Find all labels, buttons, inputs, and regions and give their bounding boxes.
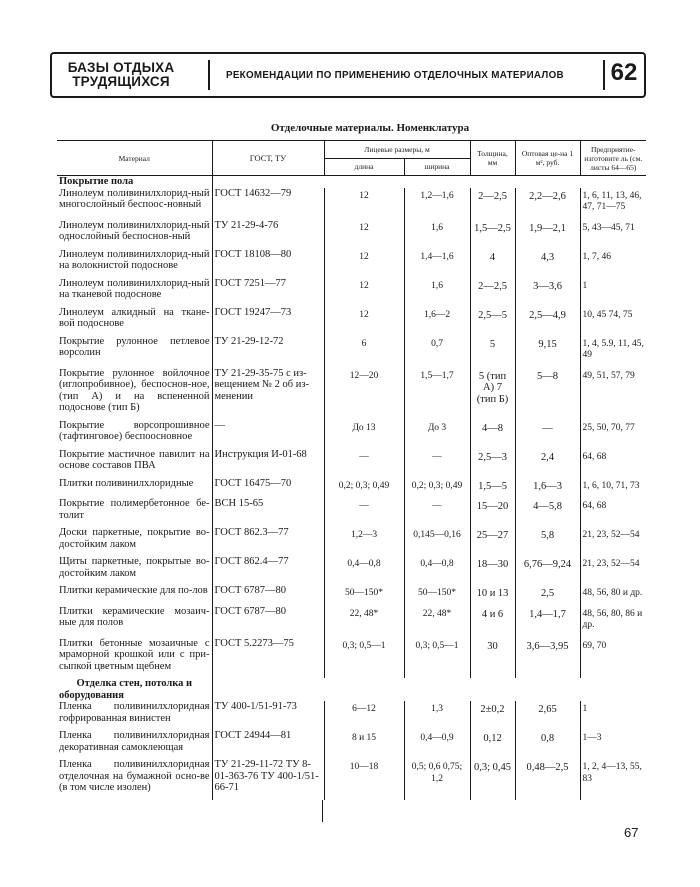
cell-thickness: 18—30 <box>470 556 515 585</box>
table-row <box>57 220 646 249</box>
cell-price: 0,48—2,5 <box>515 759 580 800</box>
cell-maker: 1, 4, 5.9, 11, 45, 49 <box>580 336 646 368</box>
section-name <box>62 61 180 89</box>
header-divider <box>208 60 210 90</box>
cell-material: Плитки керамические для по-лов <box>59 585 208 596</box>
cell-width: 1,5—1,7 <box>404 368 470 420</box>
cell-length: 0,2; 0,3; 0,49 <box>324 478 404 499</box>
cell-thickness: 4 <box>470 249 515 278</box>
cell-gost: ГОСТ 862.3—77 <box>212 527 324 556</box>
cell-length: 1,2—3 <box>324 527 404 556</box>
cell-width: 1,6 <box>404 278 470 307</box>
section-title-filler <box>212 176 646 188</box>
cell-gost: ТУ 21-29-35-75 с из-вещением № 2 об из-менении <box>212 368 324 420</box>
cell-maker: 48, 56, 80, 86 и др. <box>580 606 646 638</box>
cell-maker: 25, 50, 70, 77 <box>580 420 646 449</box>
column-continuation-mark <box>322 800 323 822</box>
cell-thickness: 2,5—5 <box>470 307 515 336</box>
cell-width: 1,6—2 <box>404 307 470 336</box>
table-row <box>57 638 646 679</box>
section-title: Отделка стен, потолка и оборудования <box>59 678 193 701</box>
cell-material: Пленка поливинилхлоридная гофрированная винистен <box>59 701 210 724</box>
cell-gost: ГОСТ 24944—81 <box>212 730 324 759</box>
table-row <box>57 449 646 478</box>
cell-maker: 1 <box>580 701 646 730</box>
cell-length: 12 <box>324 249 404 278</box>
col-material: Материал <box>57 141 212 176</box>
cell-width: 1,4—1,6 <box>404 249 470 278</box>
cell-length: 12—20 <box>324 368 404 420</box>
cell-length: 6 <box>324 336 404 368</box>
cell-width: 0,145—0,16 <box>404 527 470 556</box>
cell-length: — <box>324 449 404 478</box>
cell-material: Пленка поливинилхлоридная отделочная на бумажной осно-ве (в том числе изолен) <box>59 759 210 793</box>
cell-length: 12 <box>324 188 404 220</box>
cell-material: Доски паркетные, покрытие во-достойким лаком <box>59 527 210 550</box>
cell-maker: 69, 70 <box>580 638 646 679</box>
cell-thickness: 15—20 <box>470 498 515 527</box>
cell-gost: ГОСТ 6787—80 <box>212 606 324 638</box>
cell-maker: 1, 2, 4—13, 55, 83 <box>580 759 646 800</box>
table-row <box>57 606 646 638</box>
cell-length: 6—12 <box>324 701 404 730</box>
col-dims-group: Лицевые размеры, м <box>324 141 470 159</box>
cell-thickness: 2—2,5 <box>470 188 515 220</box>
section-title: Покрытие пола <box>59 176 134 187</box>
col-length: длина <box>324 158 404 176</box>
cell-price: 5—8 <box>515 368 580 420</box>
cell-material: Линолеум поливинилхлорид-ный на волокнистой подоснове <box>59 248 210 271</box>
cell-material: Покрытие рулонное петлевое ворсолин <box>59 335 210 358</box>
cell-price: 3,6—3,95 <box>515 638 580 679</box>
cell-material: Покрытие рулонное войлочное (иглопробивное), беспоснов-ное, (тип А) и на вспененной подоснове (тип Б) <box>59 367 210 413</box>
cell-thickness: 25—27 <box>470 527 515 556</box>
cell-price: 2,65 <box>515 701 580 730</box>
cell-price: 5,8 <box>515 527 580 556</box>
cell-price: 2,5—4,9 <box>515 307 580 336</box>
cell-price: 6,76—9,24 <box>515 556 580 585</box>
cell-price: 1,6—3 <box>515 478 580 499</box>
cell-maker: 1, 6, 11, 13, 46, 47, 71—75 <box>580 188 646 220</box>
cell-gost: ГОСТ 862.4—77 <box>212 556 324 585</box>
cell-width: 0,7 <box>404 336 470 368</box>
table-row <box>57 556 646 585</box>
cell-price: 1,9—2,1 <box>515 220 580 249</box>
table-row <box>57 249 646 278</box>
cell-length: До 13 <box>324 420 404 449</box>
cell-material: Покрытие полимербетонное бе-толит <box>59 498 210 521</box>
section-name-line2: ТРУДЯЩИХСЯ <box>72 74 170 89</box>
table-row <box>57 759 646 800</box>
section-heading-row <box>57 176 646 188</box>
page-number: 67 <box>624 825 639 840</box>
col-gost: ГОСТ, ТУ <box>212 141 324 176</box>
cell-thickness: 0,3; 0,45 <box>470 759 515 800</box>
cell-width: 22, 48* <box>404 606 470 638</box>
cell-price: 3—3,6 <box>515 278 580 307</box>
cell-length: 8 и 15 <box>324 730 404 759</box>
cell-price: — <box>515 420 580 449</box>
table-row <box>57 498 646 527</box>
cell-gost: ТУ 21-29-11-72 ТУ 8-01-363-76 ТУ 400-1/51-66-71 <box>212 759 324 800</box>
cell-width: — <box>404 449 470 478</box>
section-title-filler <box>212 678 646 701</box>
cell-maker: 48, 56, 80 и др. <box>580 585 646 606</box>
cell-length: — <box>324 498 404 527</box>
cell-length: 12 <box>324 220 404 249</box>
cell-material: Щиты паркетные, покрытые во-достойким лаком <box>59 556 210 579</box>
cell-width: 0,2; 0,3; 0,49 <box>404 478 470 499</box>
cell-gost: ТУ 21-29-4-76 <box>212 220 324 249</box>
cell-width: 0,5; 0,6 0,75; 1,2 <box>404 759 470 800</box>
section-heading-row <box>57 678 646 701</box>
cell-price: 1,4—1,7 <box>515 606 580 638</box>
cell-width: До 3 <box>404 420 470 449</box>
cell-price: 4,3 <box>515 249 580 278</box>
cell-maker: 21, 23, 52—54 <box>580 527 646 556</box>
cell-material: Плитки поливинилхлоридные <box>59 477 194 489</box>
cell-thickness: 2,5—3 <box>470 449 515 478</box>
sheet-number: 62 <box>610 59 638 86</box>
cell-material: Покрытие мастичное павилит на основе составов ПВА <box>59 448 210 471</box>
cell-maker: 49, 51, 57, 79 <box>580 368 646 420</box>
table-row <box>57 307 646 336</box>
cell-gost: ГОСТ 19247—73 <box>212 307 324 336</box>
cell-length: 10—18 <box>324 759 404 800</box>
cell-maker: 64, 68 <box>580 449 646 478</box>
cell-gost: ВСН 15-65 <box>212 498 324 527</box>
cell-material: Покрытие ворсопрошивное (тафтинговое) беспоосновное <box>59 419 210 442</box>
col-thickness: Толщина, мм <box>470 141 515 176</box>
cell-thickness: 2±0,2 <box>470 701 515 730</box>
cell-maker: 10, 45 74, 75 <box>580 307 646 336</box>
cell-gost: ГОСТ 6787—80 <box>212 585 324 606</box>
cell-length: 12 <box>324 307 404 336</box>
cell-length: 50—150* <box>324 585 404 606</box>
table-row <box>57 701 646 730</box>
cell-thickness: 5 <box>470 336 515 368</box>
cell-maker: 5, 43—45, 71 <box>580 220 646 249</box>
cell-material: Пленка поливинилхлоридная декоративная самоклеющая <box>59 730 210 753</box>
cell-price: 2,2—2,6 <box>515 188 580 220</box>
cell-gost: ТУ 400-1/51-91-73 <box>212 701 324 730</box>
cell-thickness: 1,5—5 <box>470 478 515 499</box>
table-row <box>57 278 646 307</box>
cell-thickness: 2—2,5 <box>470 278 515 307</box>
table-row <box>57 336 646 368</box>
cell-thickness: 10 и 13 <box>470 585 515 606</box>
table-caption: Отделочные материалы. Номенклатура <box>270 122 470 134</box>
table-row <box>57 188 646 220</box>
cell-length: 0,3; 0,5—1 <box>324 638 404 679</box>
cell-gost: ТУ 21-29-12-72 <box>212 336 324 368</box>
table-row <box>57 368 646 420</box>
cell-material: Плитки керамические мозаич-ные для полов <box>59 605 210 628</box>
cell-width: — <box>404 498 470 527</box>
cell-thickness: 30 <box>470 638 515 679</box>
cell-maker: 21, 23, 52—54 <box>580 556 646 585</box>
cell-gost: ГОСТ 7251—77 <box>212 278 324 307</box>
cell-maker: 1—3 <box>580 730 646 759</box>
cell-material: Линолеум поливинилхлорид-ный однослойный беспоснов-ный <box>59 219 210 242</box>
cell-price: 4—5,8 <box>515 498 580 527</box>
cell-maker: 1, 6, 10, 71, 73 <box>580 478 646 499</box>
cell-price: 9,15 <box>515 336 580 368</box>
cell-thickness: 5 (тип А) 7 (тип Б) <box>470 368 515 420</box>
cell-width: 1,6 <box>404 220 470 249</box>
cell-width: 0,4—0,9 <box>404 730 470 759</box>
page-header <box>50 52 646 98</box>
cell-price: 2,5 <box>515 585 580 606</box>
cell-gost: ГОСТ 18108—80 <box>212 249 324 278</box>
table-body <box>57 176 646 800</box>
header-title: РЕКОМЕНДАЦИИ ПО ПРИМЕНЕНИЮ ОТДЕЛОЧНЫХ МАТЕРИАЛОВ <box>226 70 564 81</box>
cell-maker: 1, 7, 46 <box>580 249 646 278</box>
cell-thickness: 4—8 <box>470 420 515 449</box>
materials-table <box>57 140 646 800</box>
col-width: ширина <box>404 158 470 176</box>
table-row <box>57 478 646 499</box>
table-header-row <box>57 141 646 159</box>
cell-width: 0,4—0,8 <box>404 556 470 585</box>
table-row <box>57 585 646 606</box>
cell-gost: ГОСТ 16475—70 <box>212 478 324 499</box>
cell-width: 1,2—1,6 <box>404 188 470 220</box>
cell-gost: — <box>212 420 324 449</box>
cell-material: Плитки бетонные мозаичные с мраморной крошкой или с при-сыпкой цветным щебнем <box>59 637 210 672</box>
cell-length: 22, 48* <box>324 606 404 638</box>
cell-price: 0,8 <box>515 730 580 759</box>
cell-material: Линолеум алкидный на ткане-вой подоснове <box>59 306 210 329</box>
section-name-line1: БАЗЫ ОТДЫХА <box>67 60 175 75</box>
cell-thickness: 0,12 <box>470 730 515 759</box>
cell-length: 12 <box>324 278 404 307</box>
table-row <box>57 420 646 449</box>
cell-width: 1,3 <box>404 701 470 730</box>
cell-material: Линолеум поливинилхлорид-ный многослойный беспоос-новный <box>59 187 210 210</box>
cell-width: 50—150* <box>404 585 470 606</box>
cell-maker: 1 <box>580 278 646 307</box>
cell-length: 0,4—0,8 <box>324 556 404 585</box>
cell-thickness: 4 и 6 <box>470 606 515 638</box>
cell-gost: ГОСТ 14632—79 <box>212 188 324 220</box>
col-maker: Предприятие-изготовите ль (см. листы 64—65) <box>580 141 646 176</box>
cell-maker: 64, 68 <box>580 498 646 527</box>
cell-material: Линолеум поливинилхлорид-ный на тканевой подоснове <box>59 277 210 300</box>
cell-width: 0,3; 0,5—1 <box>404 638 470 679</box>
cell-gost: Инструкция И-01-68 <box>212 449 324 478</box>
cell-thickness: 1,5—2,5 <box>470 220 515 249</box>
cell-price: 2,4 <box>515 449 580 478</box>
table-row <box>57 527 646 556</box>
table-row <box>57 730 646 759</box>
col-price: Оптовая це-на 1 м², руб. <box>515 141 580 176</box>
cell-gost: ГОСТ 5.2273—75 <box>212 638 324 679</box>
